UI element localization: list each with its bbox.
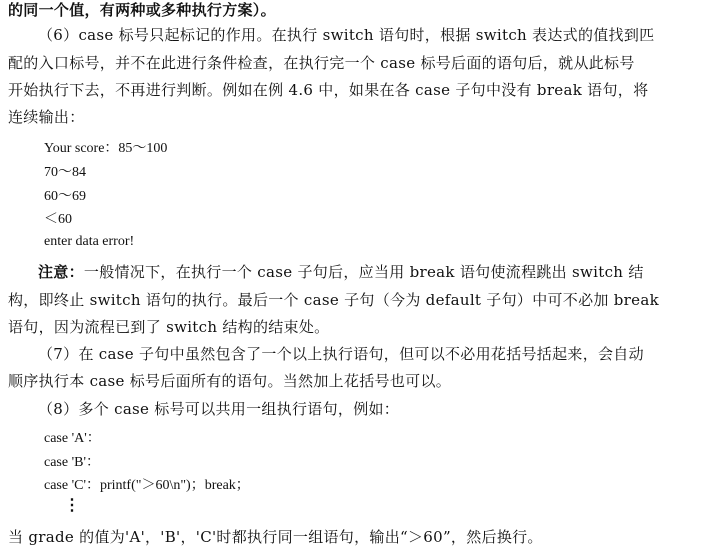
output-line: ＜60	[44, 212, 72, 227]
paragraph-7-line-1: （7）在 case 子句中虽然包含了一个以上执行语句，但可以不必用花括号括起来，会自动	[38, 345, 644, 363]
paragraph-line: 的同一个值，有两种或多种执行方案）。	[8, 1, 276, 19]
paragraph-7-line-2: 顺序执行本 case 标号后面所有的语句。当然加上花括号也可以。	[8, 372, 452, 390]
note-text: 一般情况下，在执行一个 case 子句后，应当用 break 语句使流程跳出 switch 结	[83, 263, 644, 281]
output-line: enter data error!	[44, 234, 135, 249]
paragraph-6-line-3: 开始执行下去，不再进行判断。例如在例 4.6 中，如果在各 case 子句中没有 break 语句，将	[8, 81, 649, 99]
note-line-2: 构，即终止 switch 语句的执行。最后一个 case 子句（今为 default 子句）中可不必加 break	[8, 291, 659, 309]
code-ellipsis: ⋮	[64, 495, 80, 514]
paragraph-8-line-1: （8）多个 case 标号可以共用一组执行语句，例如：	[38, 400, 400, 418]
output-line: 60～69	[44, 189, 86, 204]
code-line: case 'C'：printf("＞60\n")；break；	[44, 478, 250, 493]
paragraph-6-line-1: （6）case 标号只起标记的作用。在执行 switch 语句时，根据 switch 表达式的值找到匹	[38, 26, 655, 44]
output-line: Your score：85～100	[44, 141, 168, 156]
paragraph-6-line-2: 配的入口标号，并不在此进行条件检查，在执行完一个 case 标号后面的语句后，就从此标号	[8, 54, 635, 72]
paragraph-6-line-4: 连续输出：	[8, 108, 85, 126]
output-line: 70～84	[44, 165, 86, 180]
note-line-3: 语句，因为流程已到了 switch 结构的结束处。	[8, 318, 330, 336]
note-label: 注意：	[38, 263, 84, 281]
code-line: case 'A'：	[44, 431, 101, 446]
code-line: case 'B'：	[44, 455, 100, 470]
note-line-1	[38, 262, 698, 282]
final-line: 当 grade 的值为'A'，'B'，'C'时都执行同一组语句，输出“＞60”，然后换行。	[8, 528, 543, 546]
